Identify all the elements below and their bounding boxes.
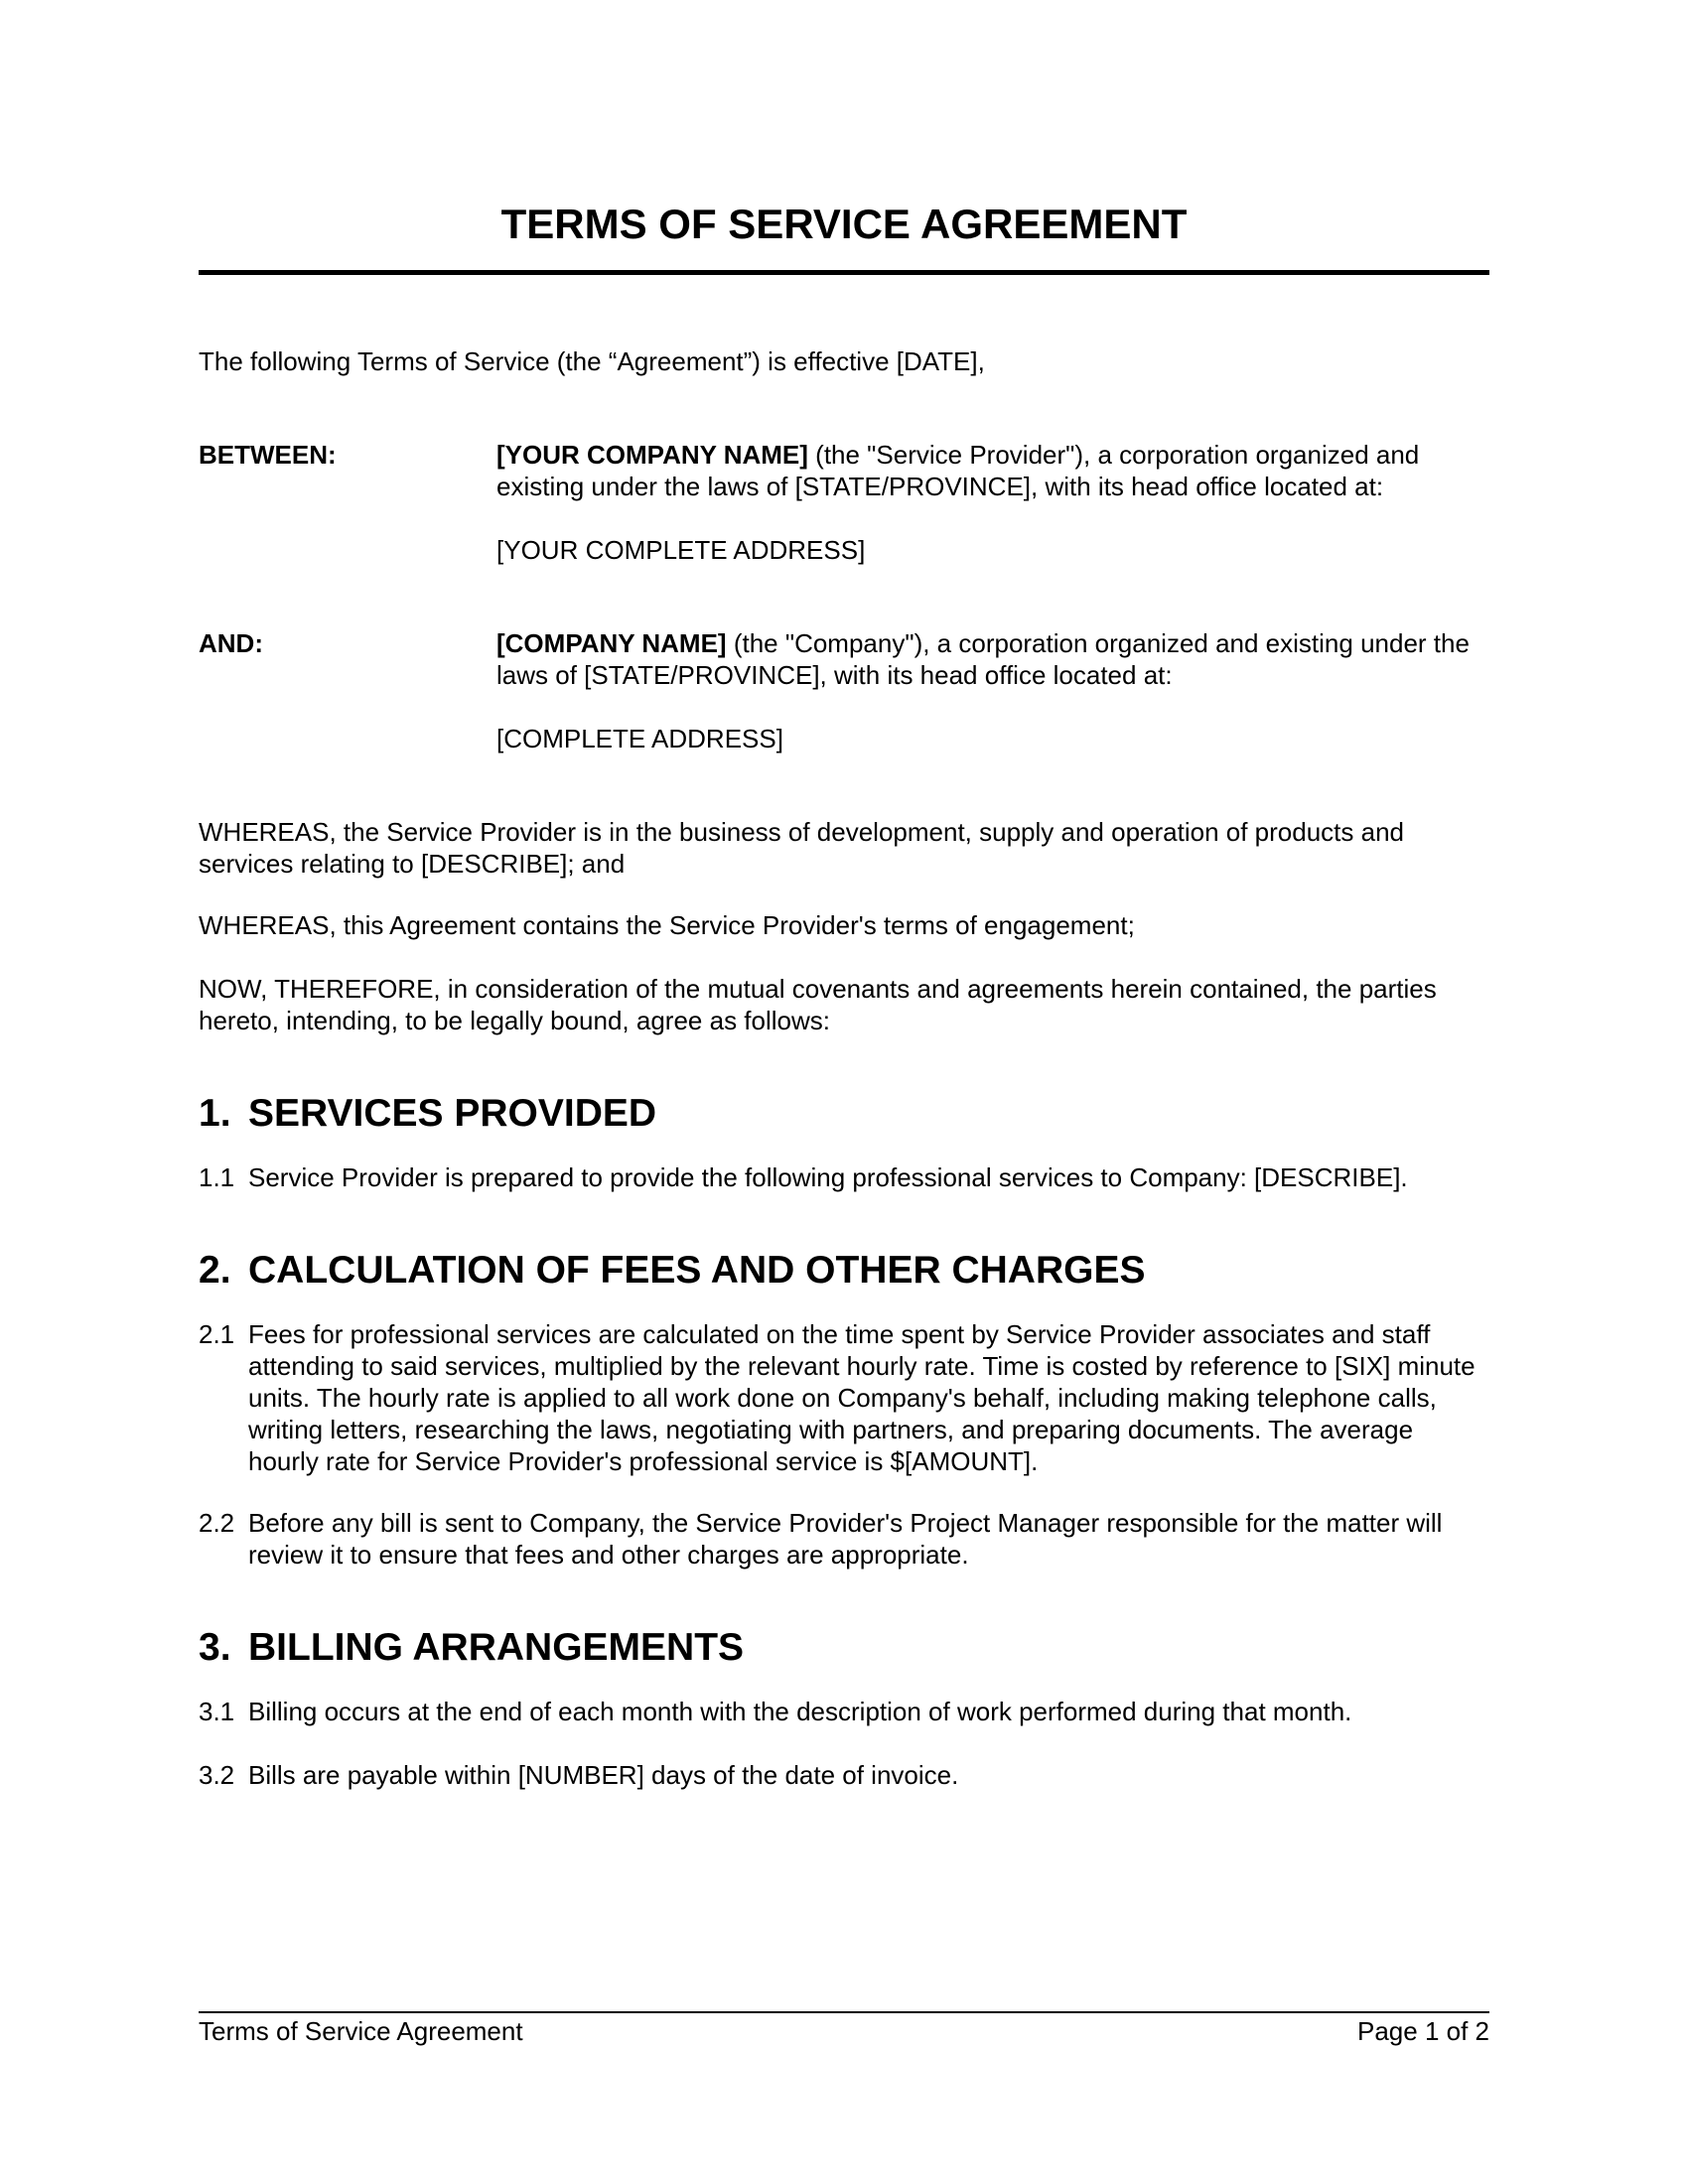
and-party-description: (the "Company"), a corporation organized and existing under the laws of [STATE/PROVINCE], with its head office located at: [496,628,1470,690]
and-party-address: [COMPLETE ADDRESS] [496,724,783,753]
clause-text: Before any bill is sent to Company, the Service Provider's Project Manager responsible for the matter will review it to ensure that fees and other charges are appropriate. [248,1508,1443,1570]
clause-number: 1.1 [199,1162,235,1192]
section-heading [199,1092,1489,1135]
clause-number: 3.2 [199,1760,235,1790]
document-page [199,0,1489,2184]
between-party-text [496,439,1489,502]
section-title: BILLING ARRANGEMENTS [248,1626,745,1669]
and-party-text [496,627,1489,691]
section-title: CALCULATION OF FEES AND OTHER CHARGES [248,1249,1146,1292]
section-heading [199,1626,1489,1669]
section-number: 1. [199,1092,231,1135]
clause-number: 2.1 [199,1319,235,1349]
title-divider [199,270,1489,275]
clause [199,1759,1489,1791]
footer-page-number: Page 1 of 2 [1357,2016,1489,2046]
clause [199,1696,1489,1727]
and-label: AND: [199,628,263,658]
clause-number: 3.1 [199,1697,235,1726]
recital-paragraph: NOW, THEREFORE, in consideration of the mutual covenants and agreements herein contained, the parties hereto, intending, to be legally bound, agree as follows: [199,974,1437,1035]
clause [199,1507,1489,1570]
and-party-block [496,627,1489,754]
clause-text: Fees for professional services are calculated on the time spent by Service Provider associates and staff attending to said services, multiplied by the relevant hourly rate. Time is costed by reference to [SIX] minute units. The hourly rate is applied to all work done on Company's behalf, including making telephone calls, writing letters, researching the laws, negotiating with partners, and preparing documents. The average hourly rate for Service Provider's professional service is $[AMOUNT]. [248,1319,1476,1476]
between-party-block [496,439,1489,566]
section-number: 2. [199,1249,231,1292]
footer-document-name: Terms of Service Agreement [199,2016,523,2046]
recital-paragraph: WHEREAS, this Agreement contains the Service Provider's terms of engagement; [199,910,1135,940]
between-party-description: (the "Service Provider"), a corporation organized and existing under the laws of [STATE/PROVINCE], with its head office located at: [496,440,1420,501]
clause-text: Billing occurs at the end of each month with the description of work performed during that month. [248,1697,1352,1726]
section-heading [199,1249,1489,1292]
clause [199,1161,1489,1193]
between-party-address: [YOUR COMPLETE ADDRESS] [496,535,866,565]
clause-number: 2.2 [199,1508,235,1538]
document-title: TERMS OF SERVICE AGREEMENT [500,201,1188,247]
and-party-name: [COMPANY NAME] [496,628,727,658]
clause-text: Bills are payable within [NUMBER] days of the date of invoice. [248,1760,959,1790]
between-label: BETWEEN: [199,440,337,470]
clause [199,1318,1489,1477]
section-title: SERVICES PROVIDED [248,1092,657,1135]
between-party-name: [YOUR COMPANY NAME] [496,440,808,470]
recital-paragraph: WHEREAS, the Service Provider is in the business of development, supply and operation of products and services relating to [DESCRIBE]; and [199,817,1404,879]
footer-divider [199,2011,1489,2013]
intro-paragraph: The following Terms of Service (the “Agreement”) is effective [DATE], [199,346,985,376]
section-number: 3. [199,1626,231,1669]
clause-text: Service Provider is prepared to provide the following professional services to Company: [DESCRIBE]. [248,1162,1408,1192]
